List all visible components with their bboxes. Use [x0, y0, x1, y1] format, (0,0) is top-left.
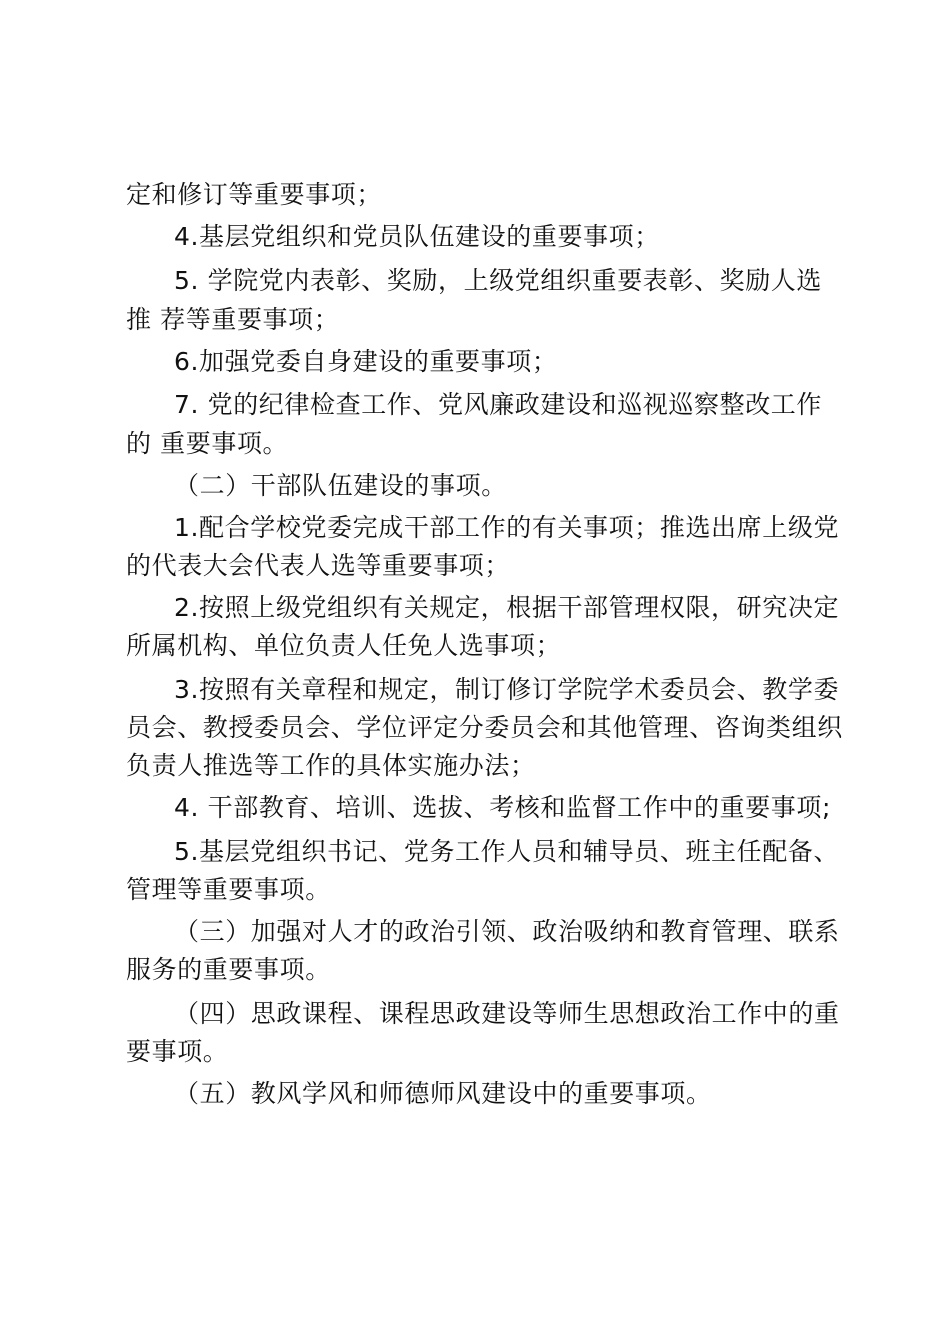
section-heading: （二）干部队伍建设的事项。 — [174, 471, 507, 500]
text-line: 服务的重要事项。 — [126, 955, 331, 984]
text-line: 7. 党的纪律检查工作、党风廉政建设和巡视巡察整改工作 — [174, 390, 823, 419]
text-line: 5.基层党组织书记、党务工作人员和辅导员、班主任配备、 — [174, 837, 840, 866]
text-line: 负责人推选等工作的具体实施办法； — [126, 751, 536, 780]
text-line: 管理等重要事项。 — [126, 875, 331, 904]
text-line: 的代表大会代表人选等重要事项； — [126, 551, 511, 580]
text-line: 5. 学院党内表彰、奖励，上级党组织重要表彰、奖励人选 — [174, 266, 823, 295]
text-line: 4. 干部教育、培训、选拔、考核和监督工作中的重要事项; — [174, 793, 832, 822]
text-line: 3.按照有关章程和规定，制订修订学院学术委员会、教学委 — [174, 675, 840, 704]
section-heading: （三）加强对人才的政治引领、政治吸纳和教育管理、联系 — [174, 917, 840, 946]
text-line: 员会、教授委员会、学位评定分委员会和其他管理、咨询类组织 — [126, 713, 843, 742]
section-heading: （四）思政课程、课程思政建设等师生思想政治工作中的重 — [174, 999, 840, 1028]
text-line: 1.配合学校党委完成干部工作的有关事项；推选出席上级党 — [174, 513, 840, 542]
text-line: 4.基层党组织和党员队伍建设的重要事项； — [174, 222, 660, 251]
text-line: 要事项。 — [126, 1037, 229, 1066]
text-line: 的 重要事项。 — [126, 429, 289, 458]
text-line: 推 荐等重要事项； — [126, 305, 340, 334]
text-line: 定和修订等重要事项； — [126, 180, 383, 209]
text-line: 6.加强党委自身建设的重要事项； — [174, 347, 558, 376]
text-line: 2.按照上级党组织有关规定，根据干部管理权限，研究决定 — [174, 593, 840, 622]
section-heading: （五）教风学风和师德师风建设中的重要事项。 — [174, 1079, 712, 1108]
text-line: 所属机构、单位负责人任免人选事项； — [126, 631, 562, 660]
